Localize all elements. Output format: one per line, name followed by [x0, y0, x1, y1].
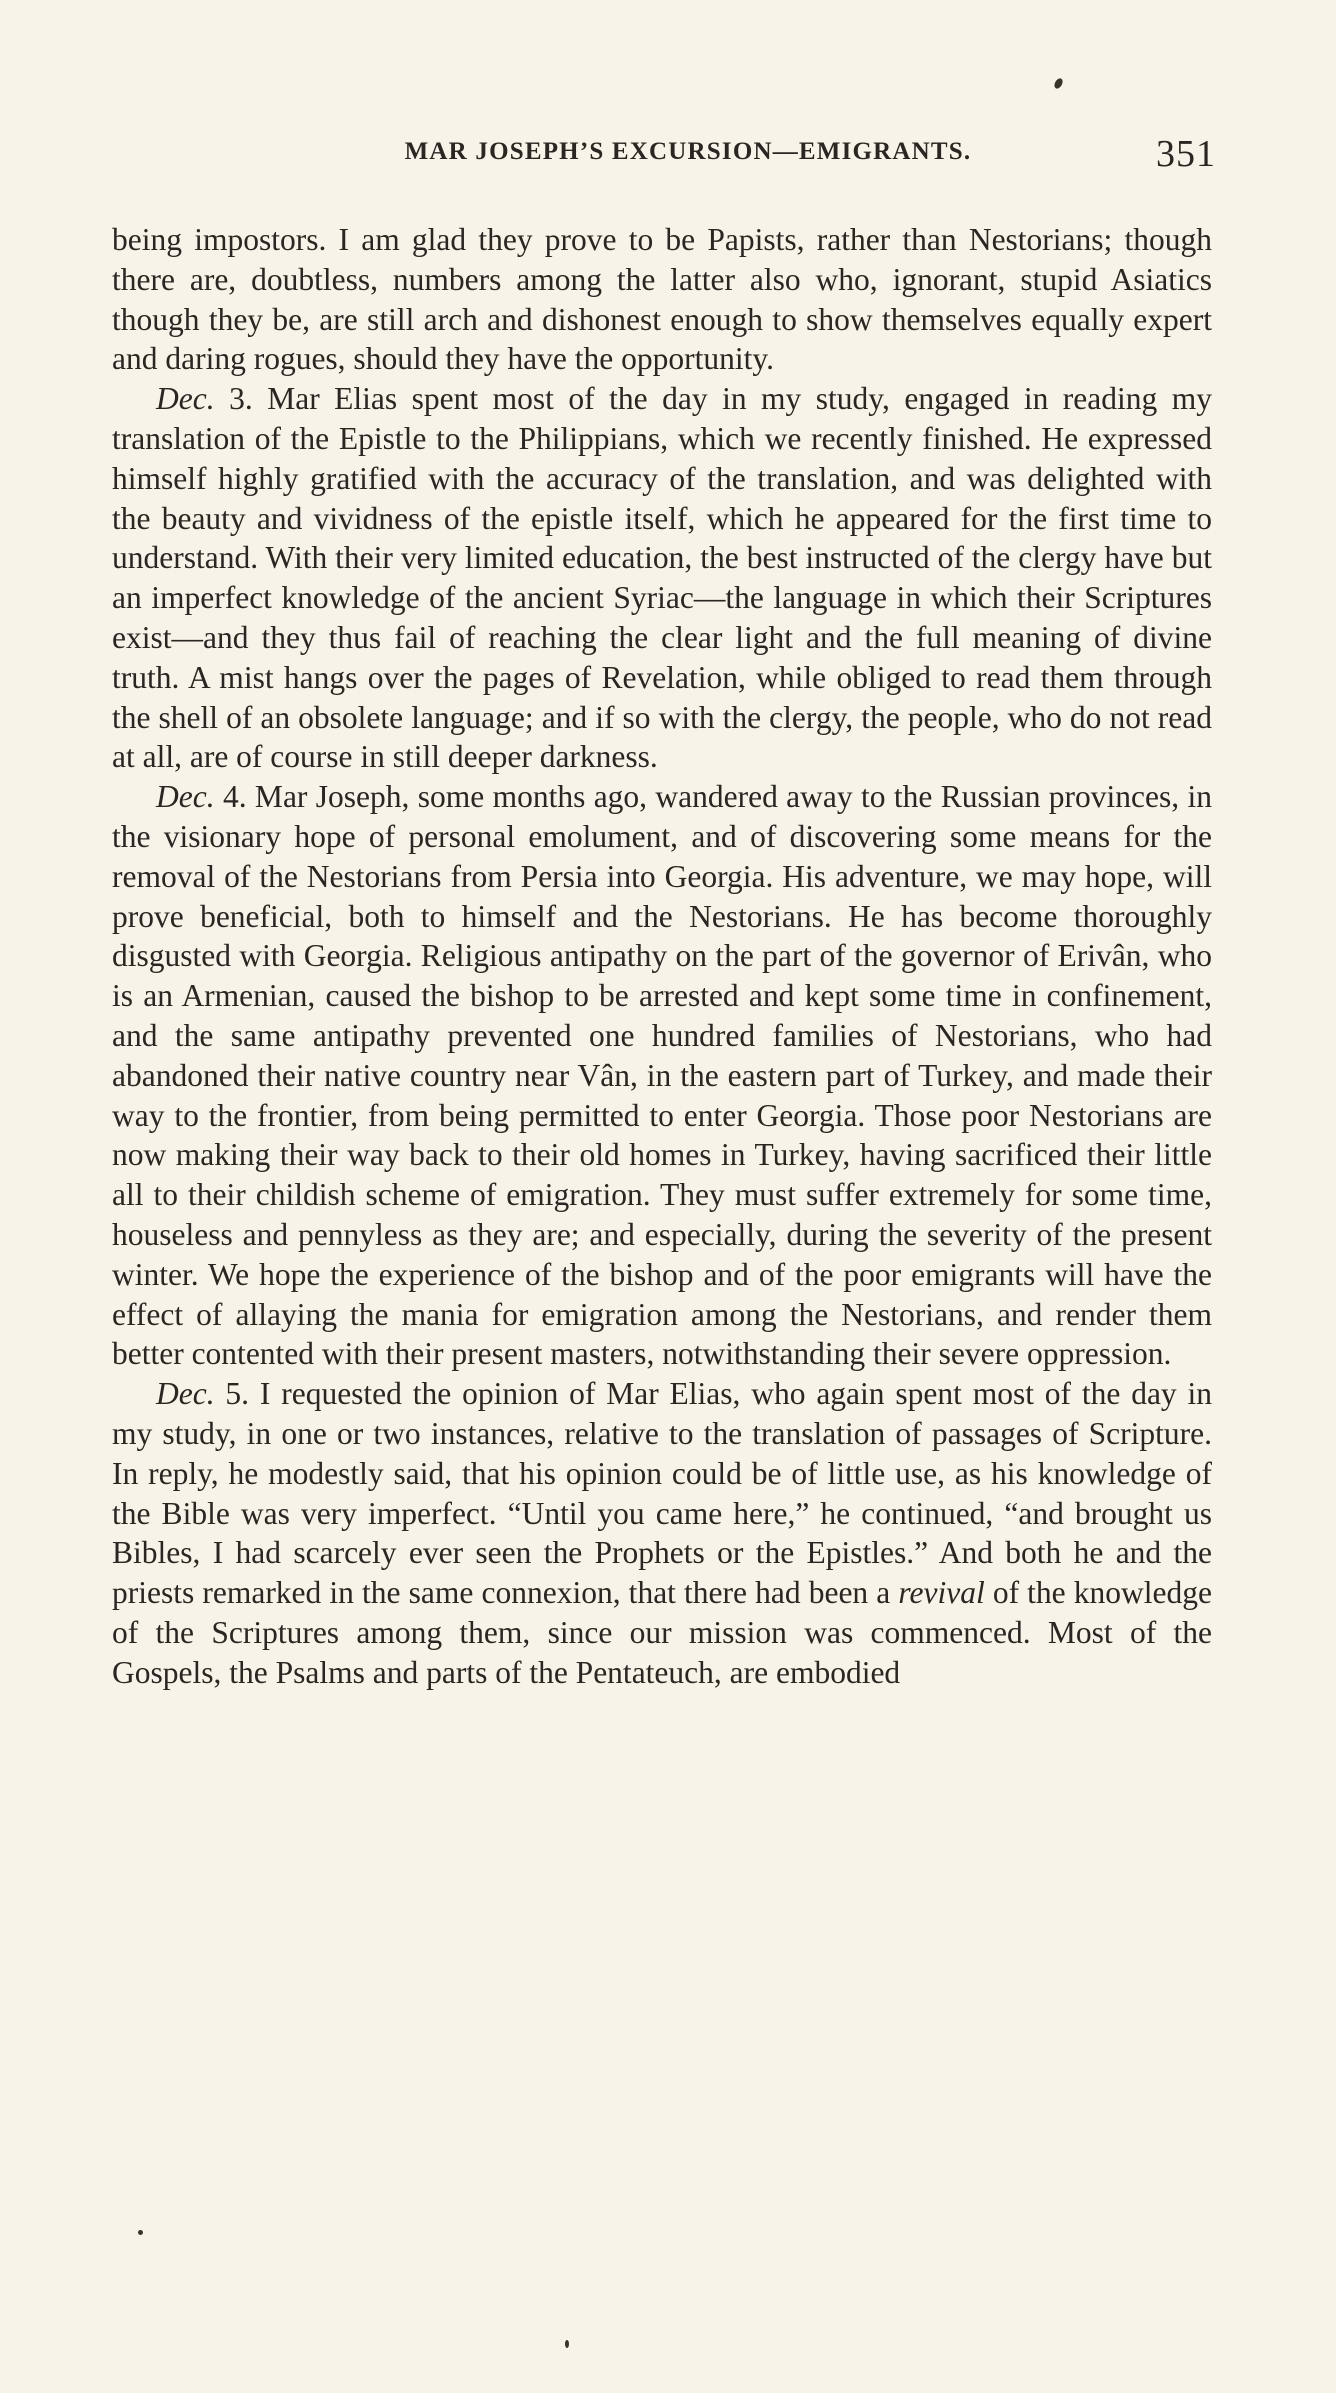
- ink-speck: [565, 2340, 569, 2348]
- ink-speck: [138, 2230, 143, 2235]
- paragraph-continued: [112, 220, 1212, 379]
- paragraph-text: Mar Joseph, some months ago, wandered away to the Russian provinces, in the visionary hope of personal emolument, and of discovering some means for the removal of the Nestorians from Persia into Georgia. His adventure, we may hope, will prove beneficial, both to himself and the Nestorians. He has become thoroughly disgusted with Georgia. Religious antipathy on the part of the governor of Erivân, who is an Armenian, caused the bishop to be arrested and kept some time in confinement, and the same antipathy prevented one hundred families of Nestorians, who had abandoned their native country near Vân, in the eastern part of Turkey, and made their way to the frontier, from being permitted to enter Georgia. Those poor Nestorians are now making their way back to their old homes in Turkey, having sacrificed their little all to their childish scheme of emigration. They must suffer extremely for some time, houseless and pennyless as they are; and especially, during the severity of the present winter. We hope the experience of the bishop and of the poor emigrants will have the effect of allaying the mania for emigration among the Nestorians, and render them better contented with their present masters, notwithstanding their severe oppression.: [112, 779, 1212, 1372]
- running-title: MAR JOSEPH’S EXCURSION—EMIGRANTS.: [404, 138, 972, 165]
- paragraph-text: Mar Elias spent most of the day in my study, engaged in reading my translation of the Epistle to the Philippians, which we recently finished. He expressed himself highly gratified with the accuracy of the translation, and was delighted with the beauty and vividness of the epistle itself, which he appeared for the first time to understand. With their very limited education, the best instructed of the clergy have but an imperfect knowledge of the ancient Syriac—the language in which their Scriptures exist—and they thus fail of reaching the clear light and the full meaning of divine truth. A mist hangs over the pages of Revelation, while obliged to read them through the shell of an obsolete language; and if so with the clergy, the people, who do not read at all, are of course in still deeper darkness.: [112, 381, 1213, 775]
- entry-date: Dec.: [156, 381, 215, 417]
- paragraph-text: I requested the opinion of Mar Elias, who again spent most of the day in my study, in one or two instances, relative to the translation of passages of Scripture. In reply, he modestly said, that his opinion could be of little use, as his knowledge of the Bible was very imperfect. “Until you came here,” he continued, “and brought us Bibles, I had scarcely ever seen the Prophets or the Epistles.” And both he and the priests remarked in the same connexion, that there had been a: [112, 1376, 1213, 1611]
- paragraph-text: of the knowledge of the Scriptures among them, since our mission was commenced. Most of the Gospels, the Psalms and parts of the Pentateuch, are embodied: [112, 1575, 1212, 1690]
- emphasized-word: revival: [898, 1575, 985, 1611]
- ink-speck: [1053, 77, 1065, 90]
- body-text: [112, 220, 1212, 1692]
- diary-entry-dec-3: [112, 379, 1212, 777]
- entry-date: Dec.: [156, 779, 215, 815]
- page-number: 351: [1156, 133, 1216, 175]
- diary-entry-dec-4: [112, 777, 1212, 1374]
- entry-date: Dec.: [156, 1376, 215, 1412]
- paragraph-text: being impostors. I am glad they prove to be Papists, rather than Nestorians; though there are, doubtless, numbers among the latter also who, ignorant, stupid Asiatics though they be, are still arch and dishonest enough to show themselves equally expert and daring rogues, should they have the opportunity.: [112, 222, 1212, 377]
- diary-entry-dec-5: [112, 1374, 1212, 1692]
- entry-day-number: 3.: [214, 381, 253, 417]
- running-head: [110, 132, 1226, 180]
- entry-day-number: 5.: [214, 1376, 250, 1412]
- entry-day-number: 4.: [214, 779, 247, 815]
